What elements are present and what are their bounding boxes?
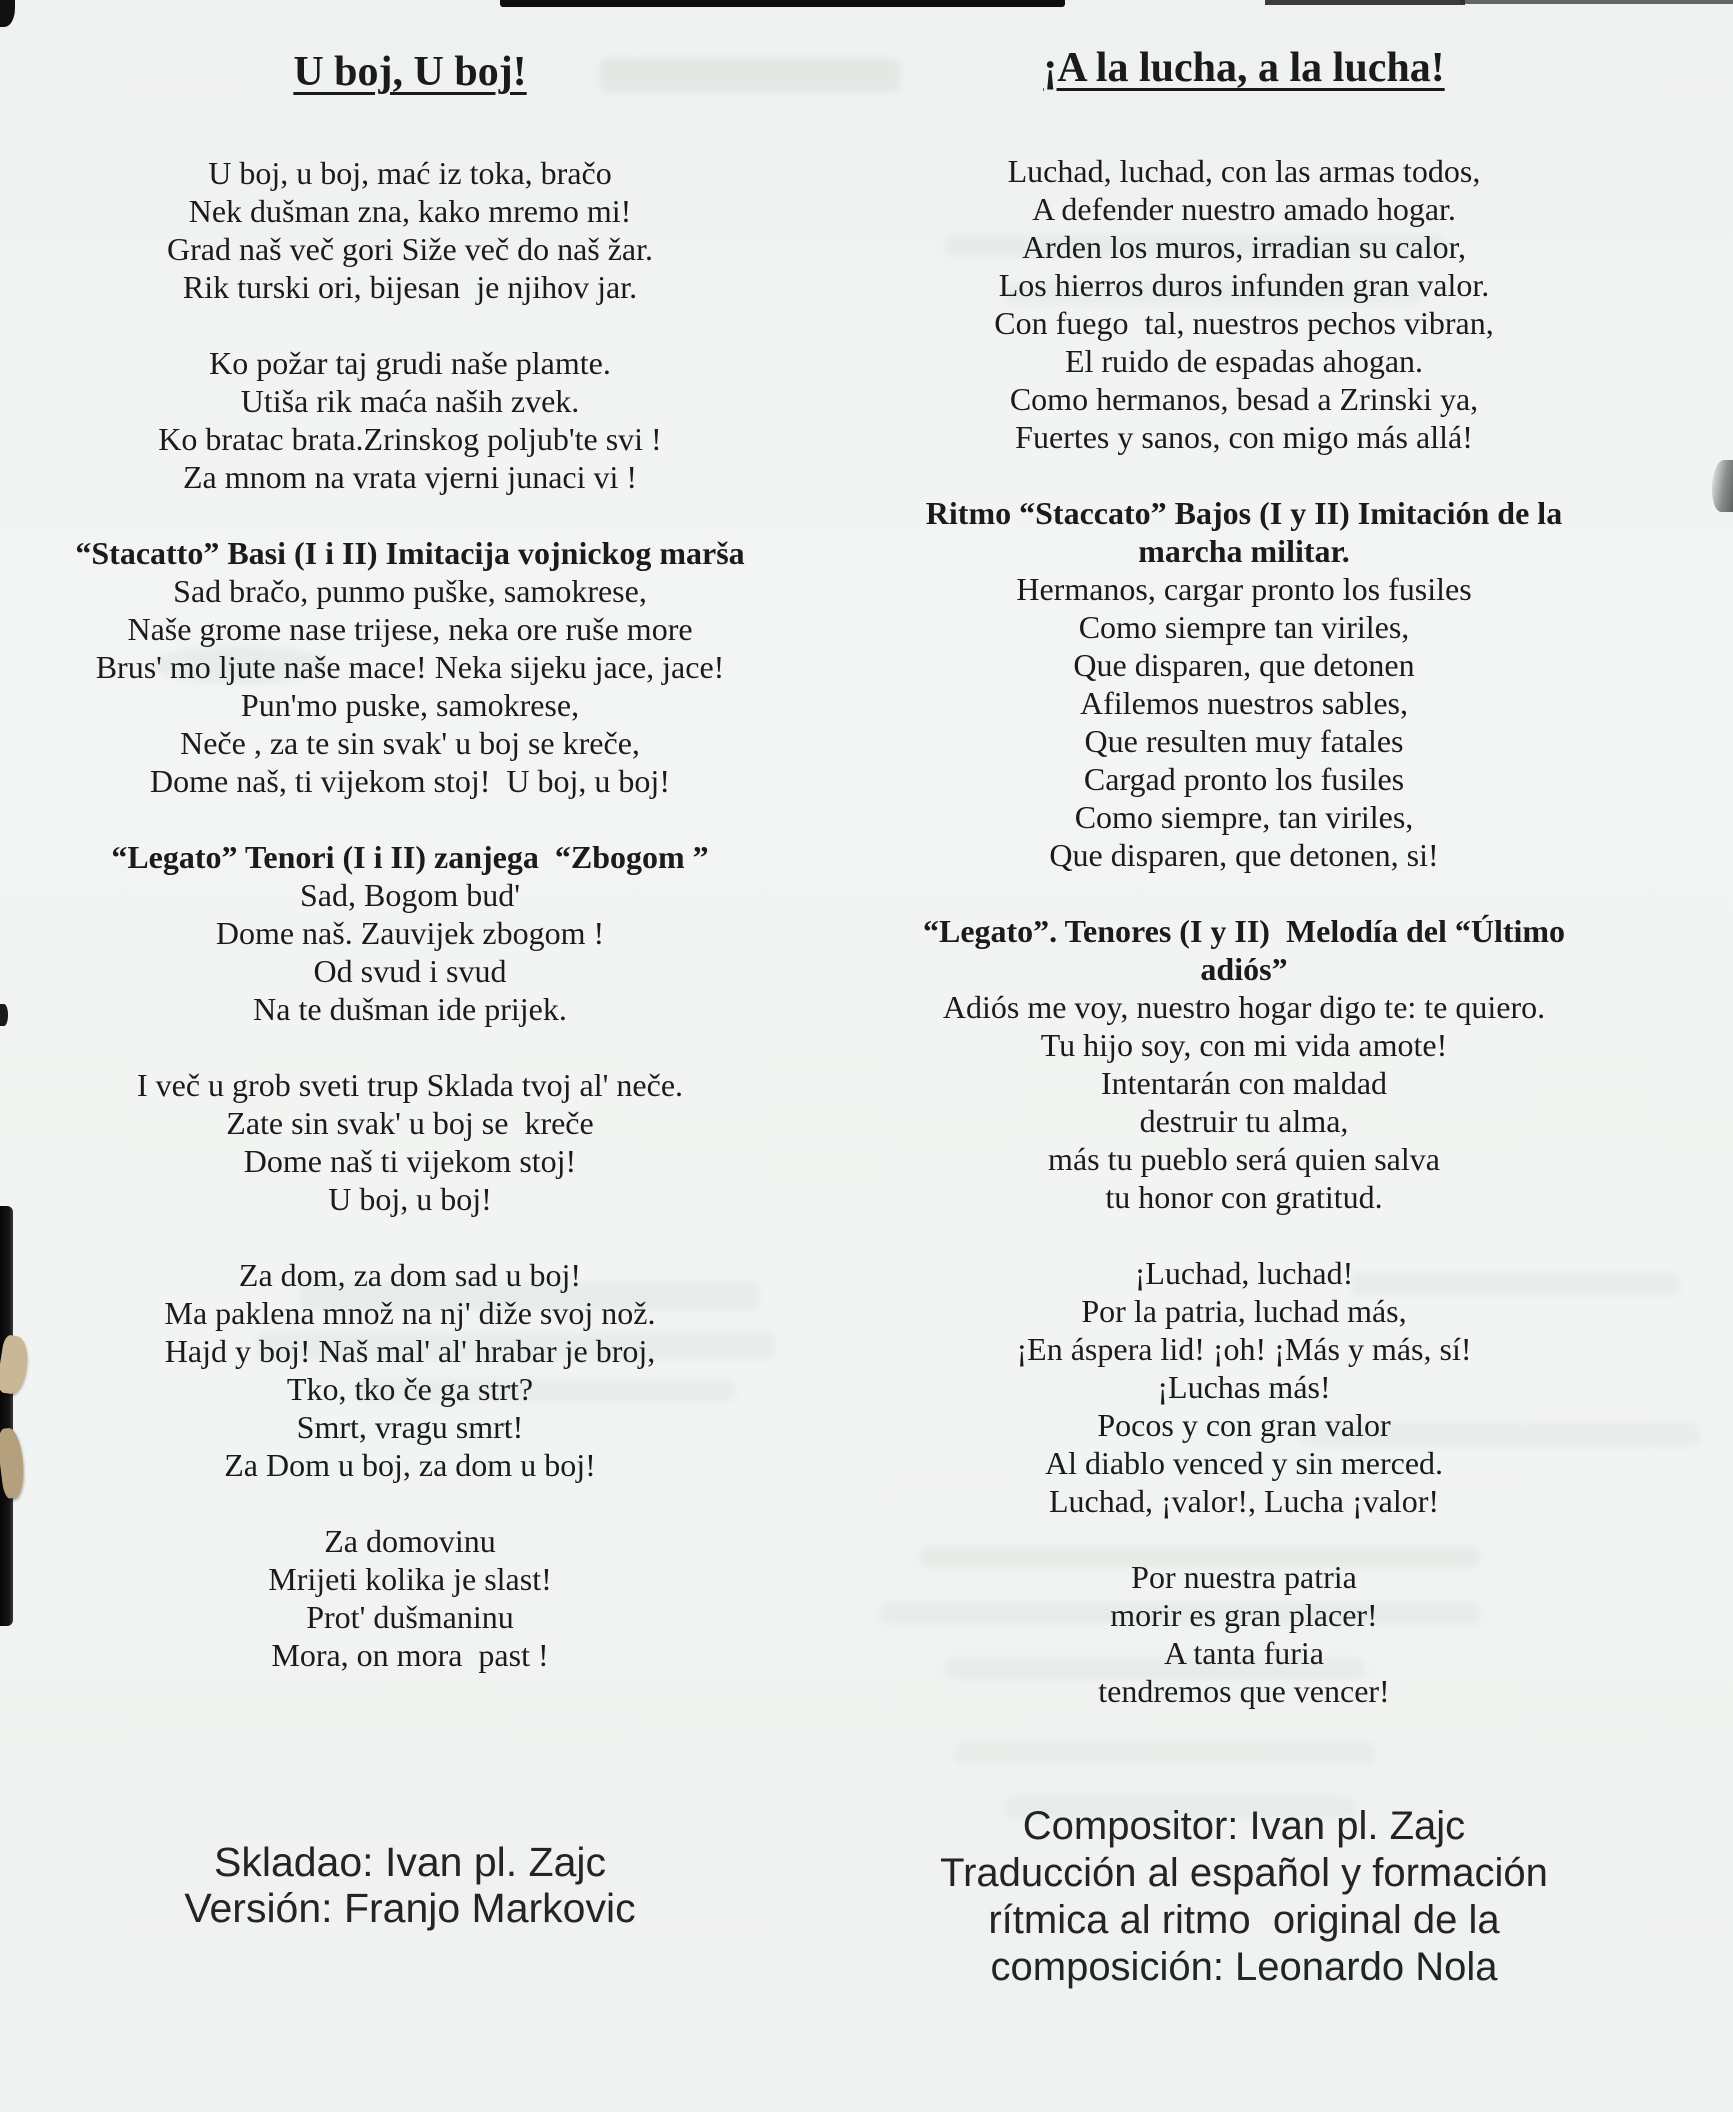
poem-line: Al diablo venced y sin merced.: [1044, 1445, 1444, 1481]
poem-line: Hermanos, cargar pronto los fusiles: [1016, 571, 1472, 607]
scanner-edge-artifact: [1460, 0, 1733, 4]
poem-line: Za dom, za dom sad u boj!: [238, 1257, 582, 1293]
credit-line: Versión: Franjo Markovic: [184, 1885, 636, 1931]
scanner-edge-artifact: [0, 1004, 8, 1026]
credit-line: Compositor: Ivan pl. Zajc: [1022, 1804, 1466, 1848]
section-heading: Ritmo “Staccato” Bajos (I y II) Imitación de la marcha militar.: [925, 495, 1571, 569]
section-heading: “Legato” Tenori (I i II) zanjega “Zbogom ”: [111, 839, 709, 875]
poem-line: Adiós me voy, nuestro hogar digo te: te quiero.: [942, 989, 1546, 1025]
poem-line: Como siempre, tan viriles,: [1074, 799, 1414, 835]
poem-line: Luchad, luchad, con las armas todos,: [1007, 153, 1481, 189]
poem-line: Ko bratac brata.Zrinskog poljub'te svi !: [158, 421, 662, 457]
stanza: [30, 1522, 790, 1674]
poem-line: A tanta furia: [1164, 1635, 1324, 1671]
croatian-title: U boj, U boj!: [293, 49, 527, 95]
poem-line: Dome naš ti vijekom stoj!: [243, 1143, 577, 1179]
croatian-column: [30, 46, 790, 1931]
poem-line: Pocos y con gran valor: [1097, 1407, 1391, 1443]
poem-line: morir es gran placer!: [1110, 1597, 1378, 1633]
poem-line: Cargad pronto los fusiles: [1083, 761, 1405, 797]
torn-paper-bit: [0, 1334, 31, 1396]
poem-line: Afilemos nuestros sables,: [1080, 685, 1408, 721]
poem-line: El ruido de espadas ahogan.: [1064, 343, 1424, 379]
poem-line: Naše grome nase trijese, neka ore ruše more: [127, 611, 693, 647]
page-curl-mark: [1712, 460, 1733, 512]
poem-line: Los hierros duros infunden gran valor.: [998, 267, 1490, 303]
poem-line: Zate sin svak' u boj se kreče: [226, 1105, 594, 1141]
poem-line: Que disparen, que detonen: [1073, 647, 1415, 683]
poem-line: Tu hijo soy, con mi vida amote!: [1040, 1027, 1448, 1063]
scanner-edge-artifact: [1265, 0, 1465, 5]
credits: [848, 1803, 1640, 1991]
stanza: [848, 152, 1640, 456]
poem-line: Luchad, ¡valor!, Lucha ¡valor!: [1048, 1483, 1440, 1519]
poem-line: Mora, on mora past !: [271, 1637, 549, 1673]
stanza: [30, 838, 790, 1028]
stanza: [848, 1558, 1640, 1710]
poem-line: Dome naš. Zauvijek zbogom !: [215, 915, 605, 951]
poem-line: Neče , za te sin svak' u boj se kreče,: [180, 725, 640, 761]
poem-line: ¡Luchad, luchad!: [1134, 1255, 1354, 1291]
torn-paper-bit: [0, 1427, 27, 1499]
stanza: [848, 494, 1640, 874]
poem-line: Como siempre tan viriles,: [1078, 609, 1410, 645]
section-heading: “Legato”. Tenores (I y II) Melodía del “Último adiós”: [922, 913, 1574, 987]
stanza: [30, 344, 790, 496]
poem-line: Como hermanos, besad a Zrinski ya,: [1009, 381, 1479, 417]
poem-line: Smrt, vragu smrt!: [296, 1409, 524, 1445]
credit-line: rítmica al ritmo original de la: [988, 1898, 1500, 1942]
poem-line: tu honor con gratitud.: [1105, 1179, 1383, 1215]
poem-line: Ko požar taj grudi naše plamte.: [209, 345, 611, 381]
poem-line: Hajd y boj! Naš mal' al' hrabar je broj,: [164, 1333, 656, 1369]
poem-line: Pun'mo puske, samokrese,: [240, 687, 580, 723]
poem-line: Por nuestra patria: [1131, 1559, 1357, 1595]
credit-line: Traducción al español y formación: [940, 1851, 1548, 1895]
scanner-edge-artifact: [0, 1206, 13, 1626]
stanza: [30, 1256, 790, 1484]
poem-line: Nek dušman zna, kako mremo mi!: [188, 193, 632, 229]
stanza: [30, 1066, 790, 1218]
credit-line: composición: Leonardo Nola: [990, 1945, 1498, 1989]
poem-line: Grad naš več gori Siže več do naš žar.: [166, 231, 654, 267]
poem-line: Por la patria, luchad más,: [1081, 1293, 1407, 1329]
stanza: [30, 154, 790, 306]
poem-line: Za domovinu: [324, 1523, 496, 1559]
stanza: [848, 1254, 1640, 1520]
poem-line: Od svud i svud: [313, 953, 507, 989]
stanza: [30, 534, 790, 800]
poem-line: Sad bračo, punmo puške, samokrese,: [173, 573, 647, 609]
poem-line: Utiša rik maća naših zvek.: [240, 383, 580, 419]
poem-line: Que resulten muy fatales: [1084, 723, 1404, 759]
poem-line: Za Dom u boj, za dom u boj!: [224, 1447, 596, 1483]
poem-line: Brus' mo ljute naše mace! Neka sijeku jace, jace!: [95, 649, 725, 685]
poem-line: Tko, tko če ga strt?: [286, 1371, 534, 1407]
scanner-edge-artifact: [500, 0, 1065, 7]
poem-line: ¡Luchas más!: [1157, 1369, 1331, 1405]
poem-line: A defender nuestro amado hogar.: [1032, 191, 1456, 227]
poem-line: Fuertes y sanos, con migo más allá!: [1015, 419, 1473, 455]
credit-line: Skladao: Ivan pl. Zajc: [214, 1839, 606, 1885]
sections: [30, 154, 790, 1674]
spanish-column: [848, 42, 1640, 1991]
poem-line: I več u grob sveti trup Sklada tvoj al' neče.: [136, 1067, 684, 1103]
poem-line: U boj, u boj!: [328, 1181, 492, 1217]
poem-line: Sad, Bogom bud': [300, 877, 520, 913]
poem-line: Mrijeti kolika je slast!: [268, 1561, 552, 1597]
sections: [848, 152, 1640, 1710]
scanner-edge-artifact: [0, 0, 15, 27]
poem-line: Na te dušman ide prijek.: [253, 991, 567, 1027]
spanish-title: ¡A la lucha, a la lucha!: [1043, 45, 1445, 91]
poem-line: U boj, u boj, mać iz toka, bračo: [208, 155, 612, 191]
poem-line: Dome naš, ti vijekom stoj! U boj, u boj!: [150, 763, 670, 799]
poem-line: Rik turski ori, bijesan je njihov jar.: [182, 269, 638, 305]
credits: [30, 1839, 790, 1931]
poem-line: Za mnom na vrata vjerni junaci vi !: [182, 459, 638, 495]
poem-line: Prot' dušmaninu: [306, 1599, 514, 1635]
poem-line: Con fuego tal, nuestros pechos vibran,: [994, 305, 1494, 341]
poem-line: Ma paklena množ na nj' diže svoj nož.: [164, 1295, 656, 1331]
poem-line: Que disparen, que detonen, si!: [1049, 837, 1439, 873]
poem-line: tendremos que vencer!: [1098, 1673, 1390, 1709]
poem-line: Intentarán con maldad: [1100, 1065, 1388, 1101]
poem-line: ¡En áspera lid! ¡oh! ¡Más y más, sí!: [1016, 1331, 1472, 1367]
poem-line: Arden los muros, irradian su calor,: [1022, 229, 1466, 265]
section-heading: “Stacatto” Basi (I i II) Imitacija vojnickog marša: [75, 535, 745, 571]
poem-line: más tu pueblo será quien salva: [1048, 1141, 1440, 1177]
poem-line: destruir tu alma,: [1139, 1103, 1349, 1139]
stanza: [848, 912, 1640, 1216]
